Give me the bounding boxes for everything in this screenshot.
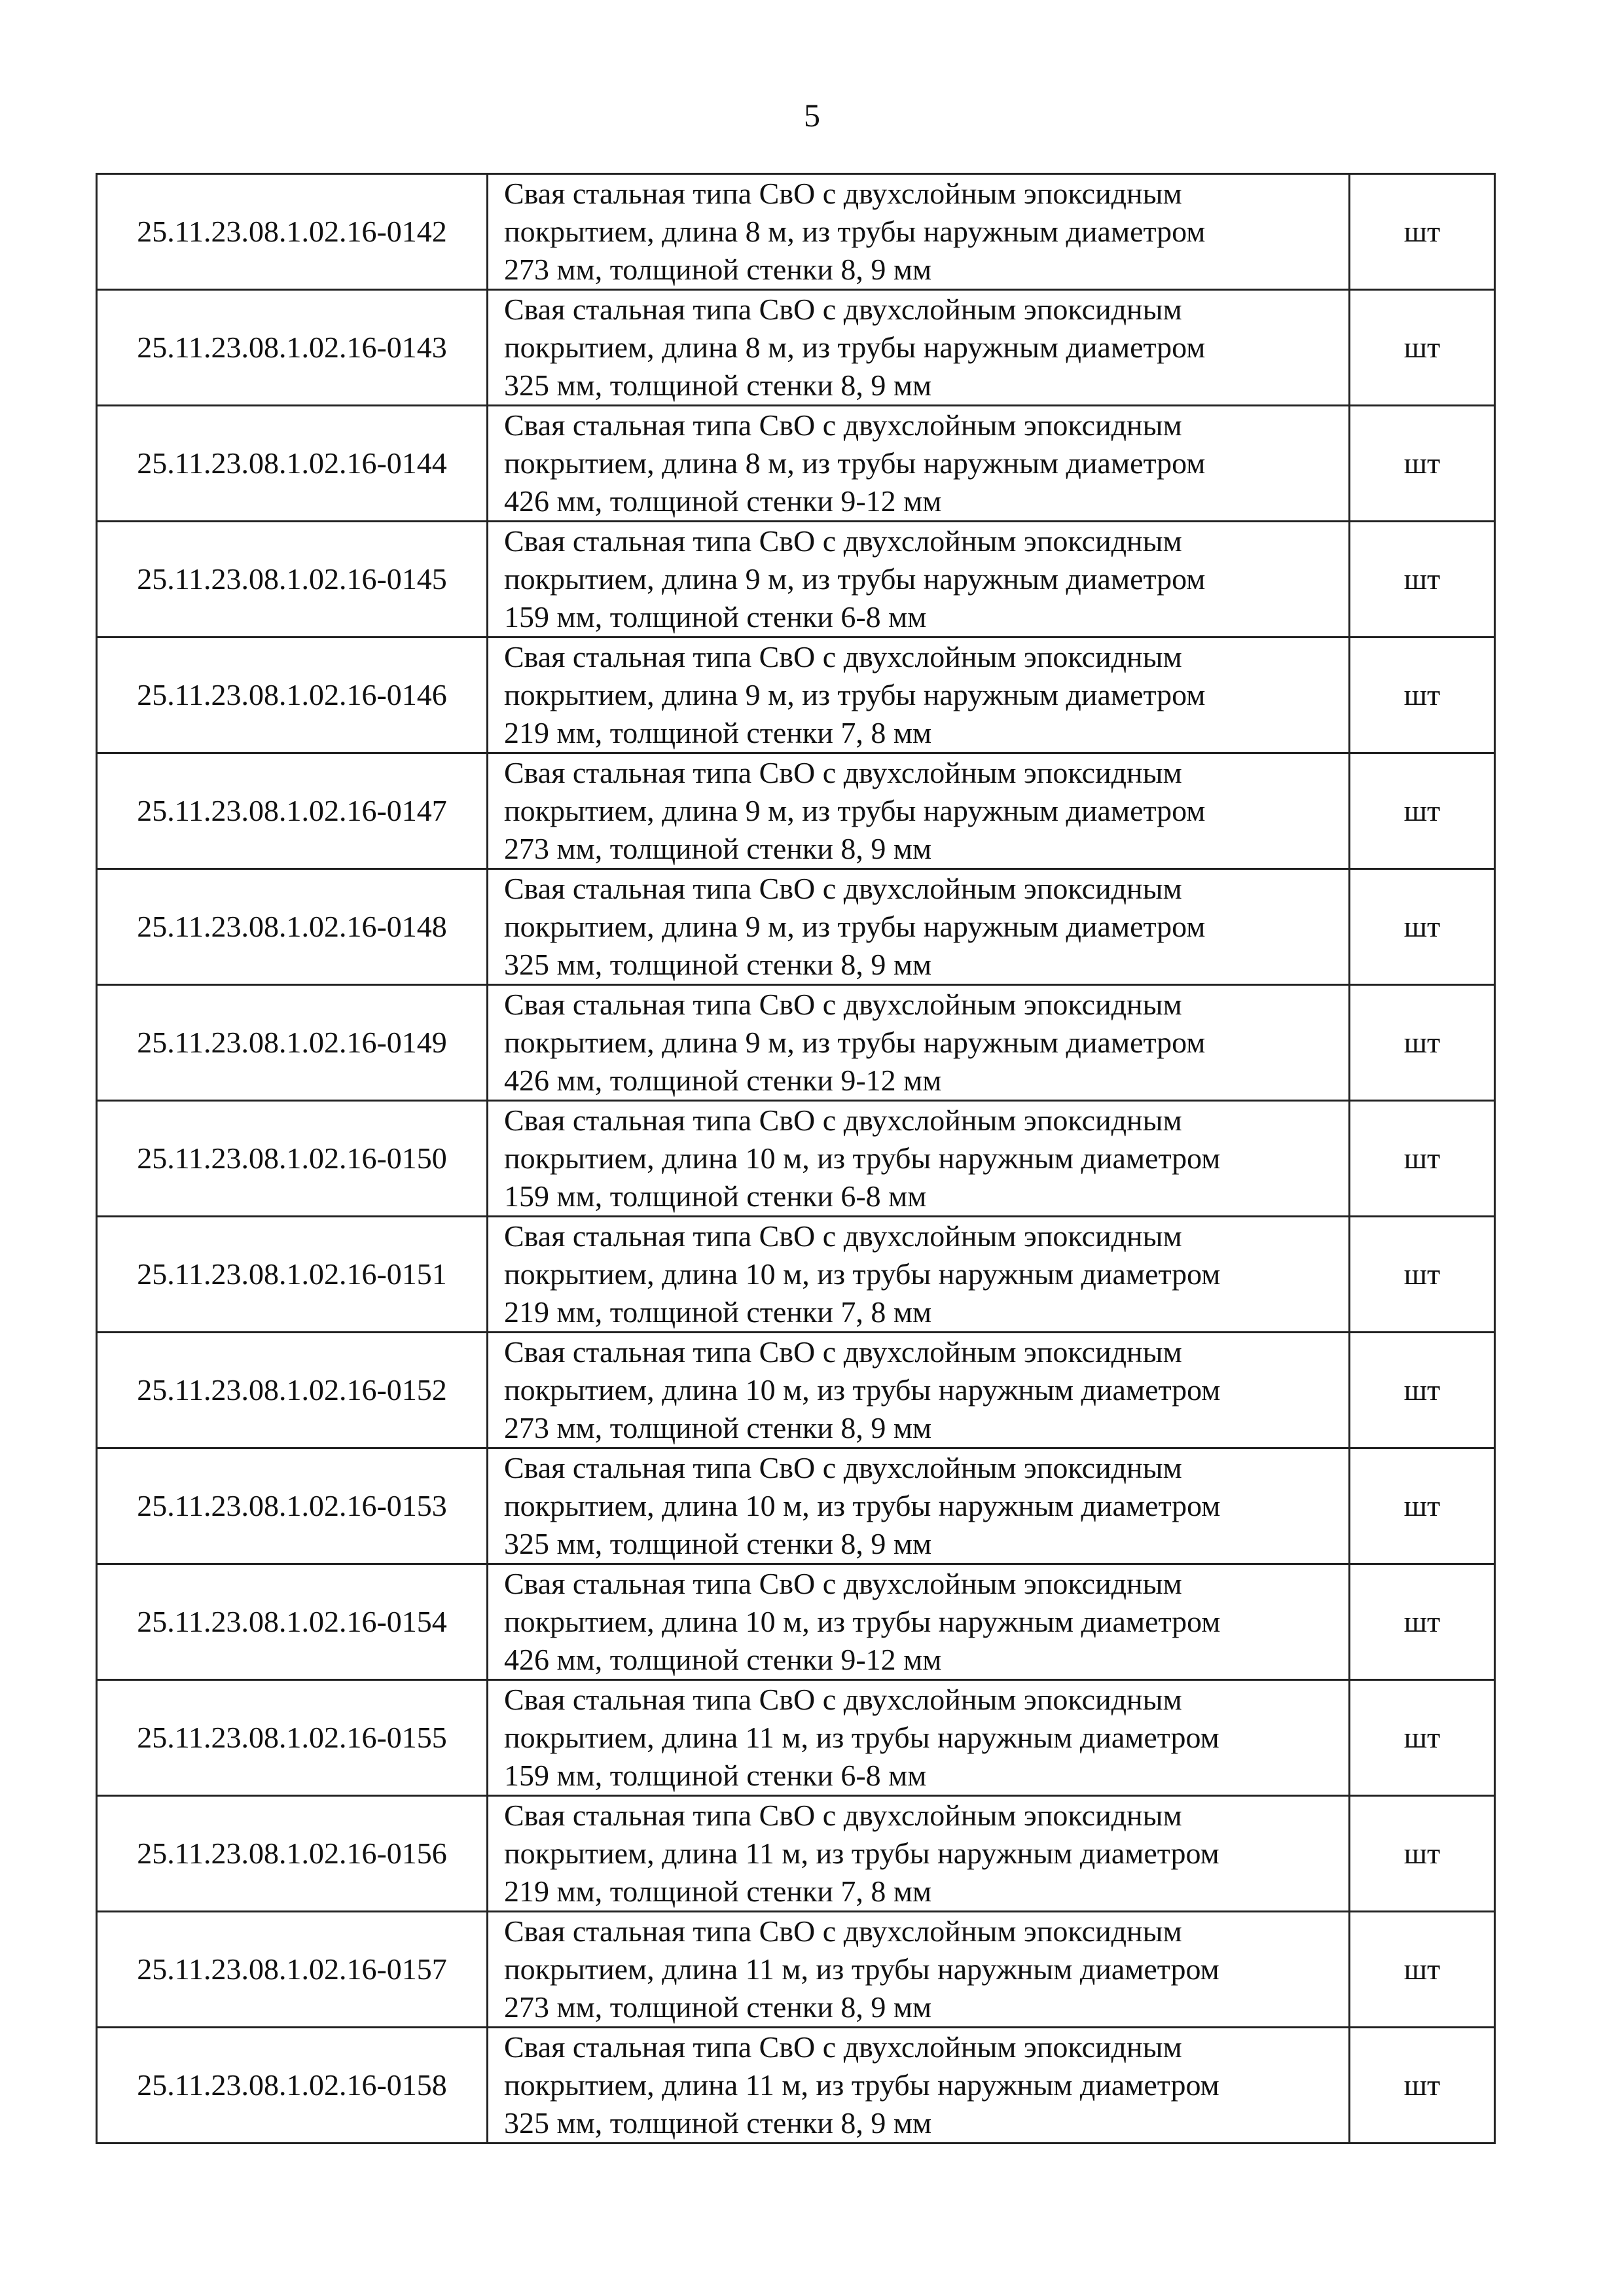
item-unit: шт [1350,1333,1495,1448]
item-code: 25.11.23.08.1.02.16-0153 [97,1448,488,1564]
item-description [488,1333,1350,1448]
table-row [97,1564,1495,1680]
description-line: Свая стальная типа СвО с двухслойным эпоксидным [504,1103,1182,1137]
table-row [97,290,1495,406]
description-line: Свая стальная типа СвО с двухслойным эпоксидным [504,1219,1182,1253]
table-row [97,522,1495,637]
description-line: Свая стальная типа СвО с двухслойным эпоксидным [504,872,1182,905]
description-line: Свая стальная типа СвО с двухслойным эпоксидным [504,1683,1182,1716]
description-line: покрытием, длина 10 м, из трубы наружным диаметром [504,1489,1221,1522]
item-code: 25.11.23.08.1.02.16-0158 [97,2028,488,2144]
item-description [488,869,1350,985]
item-description [488,406,1350,522]
table-row [97,174,1495,290]
description-line: покрытием, длина 9 м, из трубы наружным диаметром [504,794,1206,827]
item-description [488,1680,1350,1796]
description-line: покрытием, длина 10 м, из трубы наружным диаметром [504,1257,1221,1291]
item-description [488,1448,1350,1564]
description-line: 219 мм, толщиной стенки 7, 8 мм [504,1295,932,1329]
items-table [96,173,1496,2144]
table-row [97,1448,1495,1564]
description-line: Свая стальная типа СвО с двухслойным эпоксидным [504,177,1182,210]
item-description [488,1912,1350,2028]
description-line: 325 мм, толщиной стенки 8, 9 мм [504,1527,932,1560]
description-line: Свая стальная типа СвО с двухслойным эпоксидным [504,1914,1182,1948]
item-unit: шт [1350,753,1495,869]
item-unit: шт [1350,637,1495,753]
item-code: 25.11.23.08.1.02.16-0144 [97,406,488,522]
description-line: 159 мм, толщиной стенки 6-8 мм [504,1179,927,1213]
description-line: покрытием, длина 11 м, из трубы наружным диаметром [504,1952,1219,1986]
item-unit: шт [1350,1101,1495,1217]
table-row [97,2028,1495,2144]
item-description [488,637,1350,753]
item-unit: шт [1350,1796,1495,1912]
description-line: 325 мм, толщиной стенки 8, 9 мм [504,948,932,981]
item-code: 25.11.23.08.1.02.16-0145 [97,522,488,637]
table-row [97,869,1495,985]
description-line: Свая стальная типа СвО с двухслойным эпоксидным [504,988,1182,1021]
description-line: Свая стальная типа СвО с двухслойным эпоксидным [504,1335,1182,1369]
item-unit: шт [1350,869,1495,985]
item-unit: шт [1350,290,1495,406]
item-description [488,174,1350,290]
item-unit: шт [1350,1564,1495,1680]
table-row [97,1680,1495,1796]
description-line: 325 мм, толщиной стенки 8, 9 мм [504,2106,932,2140]
description-line: покрытием, длина 10 м, из трубы наружным диаметром [504,1141,1221,1175]
description-line: 273 мм, толщиной стенки 8, 9 мм [504,1411,932,1444]
description-line: Свая стальная типа СвО с двухслойным эпоксидным [504,1567,1182,1600]
item-code: 25.11.23.08.1.02.16-0151 [97,1217,488,1333]
description-line: 426 мм, толщиной стенки 9-12 мм [504,1064,942,1097]
item-unit: шт [1350,1680,1495,1796]
item-unit: шт [1350,406,1495,522]
item-code: 25.11.23.08.1.02.16-0152 [97,1333,488,1448]
description-line: покрытием, длина 9 м, из трубы наружным диаметром [504,678,1206,711]
item-code: 25.11.23.08.1.02.16-0150 [97,1101,488,1217]
item-description [488,522,1350,637]
table-row [97,985,1495,1101]
table-row [97,1333,1495,1448]
description-line: 159 мм, толщиной стенки 6-8 мм [504,1759,927,1792]
item-unit: шт [1350,1912,1495,2028]
item-code: 25.11.23.08.1.02.16-0157 [97,1912,488,2028]
description-line: Свая стальная типа СвО с двухслойным эпоксидным [504,2030,1182,2064]
item-description [488,290,1350,406]
item-description [488,1796,1350,1912]
item-description [488,1564,1350,1680]
item-code: 25.11.23.08.1.02.16-0156 [97,1796,488,1912]
item-code: 25.11.23.08.1.02.16-0143 [97,290,488,406]
description-line: Свая стальная типа СвО с двухслойным эпоксидным [504,293,1182,326]
description-line: покрытием, длина 8 м, из трубы наружным диаметром [504,331,1206,364]
item-description [488,1217,1350,1333]
item-description [488,2028,1350,2144]
item-code: 25.11.23.08.1.02.16-0149 [97,985,488,1101]
description-line: 159 мм, толщиной стенки 6-8 мм [504,600,927,634]
description-line: 325 мм, толщиной стенки 8, 9 мм [504,368,932,402]
item-code: 25.11.23.08.1.02.16-0154 [97,1564,488,1680]
description-line: покрытием, длина 8 м, из трубы наружным диаметром [504,446,1206,480]
description-line: покрытием, длина 9 м, из трубы наружным диаметром [504,1026,1206,1059]
item-description [488,1101,1350,1217]
description-line: Свая стальная типа СвО с двухслойным эпоксидным [504,1799,1182,1832]
description-line: Свая стальная типа СвО с двухслойным эпоксидным [504,1451,1182,1484]
description-line: покрытием, длина 8 м, из трубы наружным диаметром [504,215,1206,248]
description-line: Свая стальная типа СвО с двухслойным эпоксидным [504,524,1182,558]
description-line: 219 мм, толщиной стенки 7, 8 мм [504,1874,932,1908]
item-unit: шт [1350,1448,1495,1564]
description-line: покрытием, длина 11 м, из трубы наружным диаметром [504,2068,1219,2102]
table-row [97,1101,1495,1217]
item-description [488,753,1350,869]
description-line: покрытием, длина 10 м, из трубы наружным диаметром [504,1373,1221,1407]
items-table-body [97,174,1495,2144]
description-line: покрытием, длина 11 м, из трубы наружным диаметром [504,1837,1219,1870]
table-row [97,637,1495,753]
table-row [97,1217,1495,1333]
table-row [97,1912,1495,2028]
description-line: 426 мм, толщиной стенки 9-12 мм [504,484,942,518]
item-unit: шт [1350,522,1495,637]
description-line: 273 мм, толщиной стенки 8, 9 мм [504,832,932,865]
item-description [488,985,1350,1101]
table-row [97,406,1495,522]
description-line: 273 мм, толщиной стенки 8, 9 мм [504,1990,932,2024]
item-code: 25.11.23.08.1.02.16-0148 [97,869,488,985]
item-code: 25.11.23.08.1.02.16-0146 [97,637,488,753]
item-code: 25.11.23.08.1.02.16-0142 [97,174,488,290]
item-unit: шт [1350,2028,1495,2144]
item-unit: шт [1350,985,1495,1101]
page-number: 5 [804,97,820,134]
description-line: 426 мм, толщиной стенки 9-12 мм [504,1643,942,1676]
description-line: покрытием, длина 9 м, из трубы наружным диаметром [504,562,1206,596]
item-unit: шт [1350,174,1495,290]
description-line: покрытием, длина 10 м, из трубы наружным диаметром [504,1605,1221,1638]
table-row [97,753,1495,869]
item-code: 25.11.23.08.1.02.16-0147 [97,753,488,869]
description-line: покрытием, длина 9 м, из трубы наружным диаметром [504,910,1206,943]
item-code: 25.11.23.08.1.02.16-0155 [97,1680,488,1796]
description-line: покрытием, длина 11 м, из трубы наружным диаметром [504,1721,1219,1754]
description-line: Свая стальная типа СвО с двухслойным эпоксидным [504,640,1182,673]
description-line: 273 мм, толщиной стенки 8, 9 мм [504,253,932,286]
item-unit: шт [1350,1217,1495,1333]
table-row [97,1796,1495,1912]
description-line: 219 мм, толщиной стенки 7, 8 мм [504,716,932,749]
description-line: Свая стальная типа СвО с двухслойным эпоксидным [504,408,1182,442]
description-line: Свая стальная типа СвО с двухслойным эпоксидным [504,756,1182,789]
